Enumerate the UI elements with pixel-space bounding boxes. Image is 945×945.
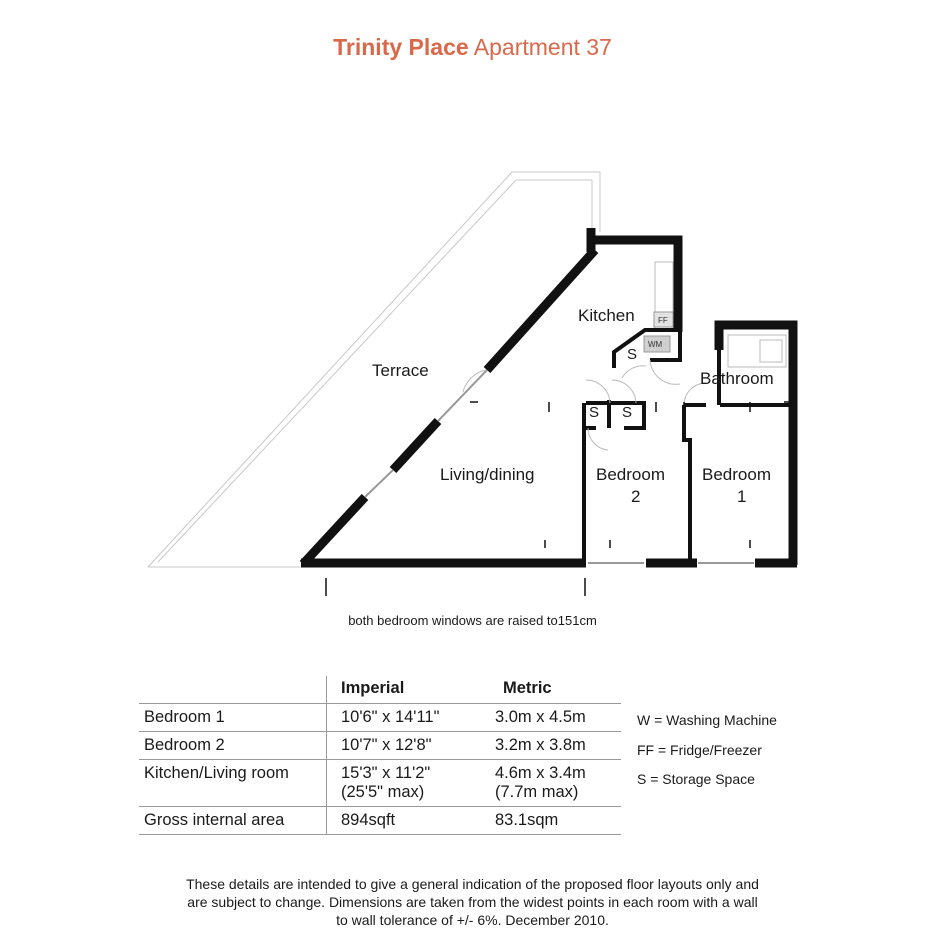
table-cell: 3.0m x 4.5m [489,704,621,732]
legend-item: S = Storage Space [637,771,755,787]
table-header-row [139,676,621,704]
table-cell: 10'6" x 14'11" [327,704,490,732]
table-cell: Kitchen/Living room [139,760,327,807]
bathroom-fittings [728,335,786,367]
table-header: Metric [489,676,621,704]
disclaimer [0,875,945,929]
table-header [139,676,327,704]
label-bedroom-2: Bedroom [596,465,665,484]
table-cell: 894sqft [327,807,490,835]
window-note: both bedroom windows are raised to151cm [348,613,597,628]
table-cell: 3.2m x 3.8m [489,732,621,760]
label-bathroom: Bathroom [700,369,774,388]
table-cell: Gross internal area [139,807,327,835]
storage-walls [584,330,680,555]
dimensions-table [139,676,621,835]
disclaimer-line: These details are intended to give a general indication of the proposed floor layouts only and [186,876,759,892]
table-row [139,704,621,732]
table-cell: 83.1sqm [489,807,621,835]
label-storage-a: S [589,404,600,421]
legend [637,706,777,795]
cell-line: (7.7m max) [495,783,579,801]
table-header: Imperial [327,676,490,704]
bedroom-walls [584,405,793,565]
diagonal-wall [303,250,595,564]
title-bold: Trinity Place [333,34,469,60]
legend-item: W = Washing Machine [637,712,777,728]
table-cell: 10'7" x 12'8" [327,732,490,760]
label-bedroom-1: Bedroom [702,465,771,484]
title-rest: Apartment 37 [468,34,612,60]
disclaimer-line: are subject to change. Dimensions are taken from the widest points in each room with a wall [187,894,758,910]
label-living-dining: Living/dining [440,465,535,484]
table-cell: Bedroom 1 [139,704,327,732]
label-terrace: Terrace [372,361,429,380]
cell-line: 15'3" x 11'2" [341,764,431,782]
table-cell [327,760,490,807]
label-bedroom-2-number: 2 [631,487,641,506]
table-row [139,732,621,760]
cell-line: (25'5" max) [341,783,425,801]
table-cell: Bedroom 2 [139,732,327,760]
label-ff: FF [658,316,668,325]
label-wm: WM [648,340,663,349]
table-cell [489,760,621,807]
label-kitchen: Kitchen [578,306,635,325]
cell-line: 4.6m x 3.4m [495,764,586,782]
disclaimer-line: to wall tolerance of +/- 6%. December 2010. [336,912,609,928]
label-storage-kitchen: S [627,346,638,363]
label-storage-b: S [622,404,633,421]
table-row [139,807,621,835]
label-bedroom-1-number: 1 [737,487,747,506]
table-row [139,760,621,807]
legend-item: FF = Fridge/Freezer [637,741,762,758]
